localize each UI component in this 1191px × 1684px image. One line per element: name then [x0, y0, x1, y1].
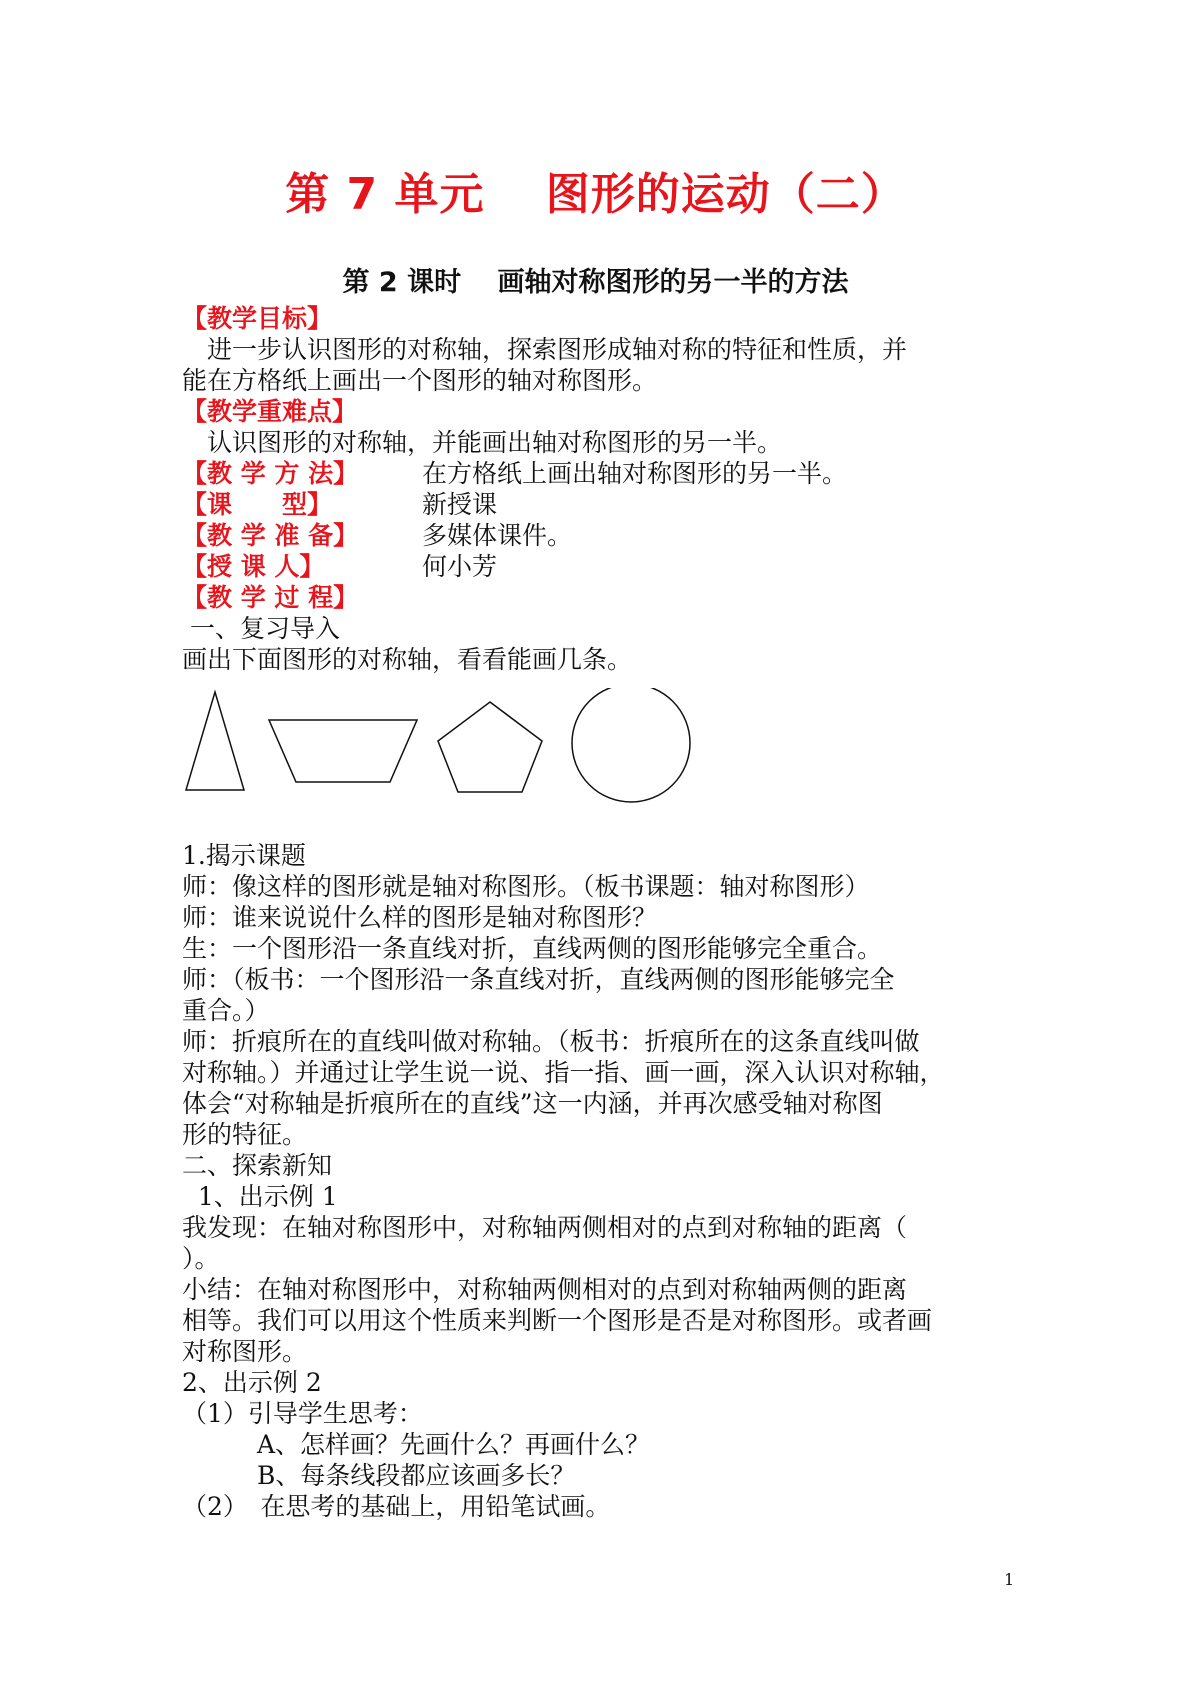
prep-row	[182, 520, 572, 551]
body-line: 1、出示例 1	[182, 1182, 338, 1211]
body-line: （2） 在思考的基础上，用铅笔试画。	[182, 1492, 611, 1521]
body-line: 2、出示例 2	[182, 1368, 322, 1397]
method-value: 在方格纸上画出轴对称图形的另一半。	[422, 459, 848, 488]
body-line: B、每条线段都应该画多长？	[182, 1461, 576, 1490]
body-line: 形的特征。	[182, 1120, 308, 1149]
body-line: 二、探索新知	[182, 1151, 333, 1180]
body-line: （1）引导学生思考：	[182, 1399, 423, 1428]
page-title: 第 7 单元 图形的运动（二）	[285, 169, 906, 220]
body-line: 重合。）	[182, 996, 270, 1025]
triangle-shape	[186, 692, 244, 790]
body-line: 师：折痕所在的直线叫做对称轴。（板书：折痕所在的这条直线叫做	[182, 1027, 920, 1056]
body-line: 师：谁来说说什么样的图形是轴对称图形？	[182, 903, 658, 932]
body-line: 师：（板书：一个图形沿一条直线对折，直线两侧的图形能够完全	[182, 965, 895, 994]
body-line: 生：一个图形沿一条直线对折，直线两侧的图形能够完全重合。	[182, 934, 883, 963]
prep-value: 多媒体课件。	[422, 521, 573, 550]
prep-label: 【教 学 准 备】	[182, 521, 359, 550]
teacher-label: 【授 课 人】	[182, 552, 325, 581]
type-label: 【课 型】	[182, 490, 333, 519]
body-line: 对称轴。）并通过让学生说一说、指一指、画一画，深入认识对称轴，	[182, 1058, 945, 1087]
body-line: 画出下面图形的对称轴，看看能画几条。	[182, 645, 633, 674]
teacher-row	[182, 551, 497, 582]
body-line: ）。	[182, 1244, 220, 1273]
objective-line-2: 能在方格纸上画出一个图形的轴对称图形。	[182, 366, 658, 395]
body-line: 师：像这样的图形就是轴对称图形。（板书课题：轴对称图形）	[182, 872, 870, 901]
body-line: 一、复习导入	[182, 614, 340, 643]
teacher-value: 何小芳	[422, 552, 498, 581]
lesson-subtitle: 第 2 课时 画轴对称图形的另一半的方法	[342, 267, 849, 298]
process-heading: 【教 学 过 程】	[182, 583, 359, 612]
method-row	[182, 458, 847, 489]
method-label: 【教 学 方 法】	[182, 459, 359, 488]
circle-shape	[572, 688, 690, 802]
body-line: 1.揭示课题	[182, 841, 306, 870]
body-line: 小结：在轴对称图形中，对称轴两侧相对的点到对称轴两侧的距离	[182, 1275, 908, 1304]
body-line: 体会“对称轴是折痕所在的直线”这一内涵，并再次感受轴对称图	[182, 1089, 883, 1118]
pentagon-shape	[438, 702, 542, 792]
body-line: 我发现：在轴对称图形中，对称轴两侧相对的点到对称轴的距离（	[182, 1213, 908, 1242]
body-line: 对称图形。	[182, 1337, 308, 1366]
type-value: 新授课	[422, 490, 498, 519]
objective-line-1: 进一步认识图形的对称轴，探索图形成轴对称的特征和性质，并	[182, 335, 908, 364]
type-row	[182, 489, 497, 520]
symmetry-shapes	[180, 688, 700, 812]
keypoint-heading: 【教学重难点】	[182, 397, 358, 426]
objective-heading: 【教学目标】	[182, 304, 333, 333]
keypoint-text: 认识图形的对称轴，并能画出轴对称图形的另一半。	[182, 428, 783, 457]
body-line: A、怎样画？先画什么？再画什么？	[182, 1430, 651, 1459]
trapezoid-shape	[269, 720, 417, 782]
body-line: 相等。我们可以用这个性质来判断一个图形是否是对称图形。或者画	[182, 1306, 933, 1335]
page-number: 1	[1004, 1570, 1015, 1589]
